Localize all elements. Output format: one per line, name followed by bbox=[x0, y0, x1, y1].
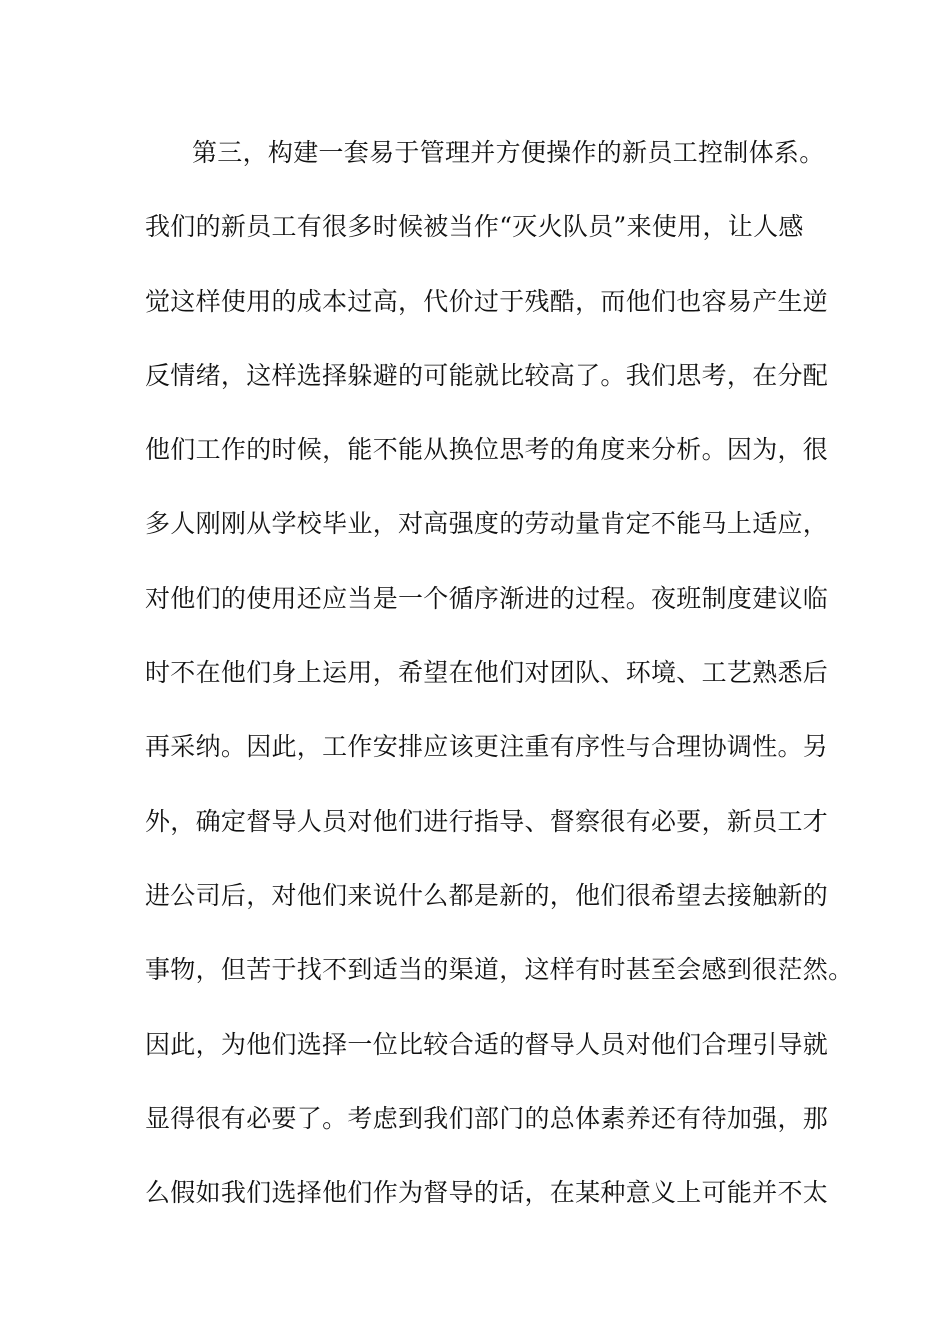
text-line: 时不在他们身上运用，希望在他们对团队、环境、工艺熟悉后 bbox=[145, 658, 829, 688]
text-line: 多人刚刚从学校毕业，对高强度的劳动量肯定不能马上适应， bbox=[145, 509, 829, 539]
text-line: 外，确定督导人员对他们进行指导、督察很有必要，新员工才 bbox=[145, 806, 829, 836]
text-line: 第三，构建一套易于管理并方便操作的新员工控制体系。 bbox=[192, 138, 825, 167]
text-line: 进公司后，对他们来说什么都是新的，他们很希望去接触新的 bbox=[145, 880, 829, 910]
text-line: 对他们的使用还应当是一个循序渐进的过程。夜班制度建议临 bbox=[145, 583, 829, 613]
body-paragraph bbox=[145, 128, 854, 1242]
text-line: 我们的新员工有很多时候被当作“灭火队员”来使用，让人感 bbox=[145, 212, 804, 242]
text-line: 因此，为他们选择一位比较合适的督导人员对他们合理引导就 bbox=[145, 1029, 829, 1059]
text-line: 显得很有必要了。考虑到我们部门的总体素养还有待加强，那 bbox=[145, 1103, 829, 1133]
text-line: 反情绪，这样选择躲避的可能就比较高了。我们思考，在分配 bbox=[145, 360, 829, 390]
text-line: 他们工作的时候，能不能从换位思考的角度来分析。因为，很 bbox=[145, 435, 829, 465]
text-line: 觉这样使用的成本过高，代价过于残酷，而他们也容易产生逆 bbox=[145, 286, 829, 316]
text-line: 么假如我们选择他们作为督导的话，在某种意义上可能并不太 bbox=[145, 1178, 829, 1208]
text-line: 再采纳。因此，工作安排应该更注重有序性与合理协调性。另 bbox=[145, 732, 829, 762]
text-line: 事物，但苦于找不到适当的渠道，这样有时甚至会感到很茫然。 bbox=[145, 955, 854, 985]
